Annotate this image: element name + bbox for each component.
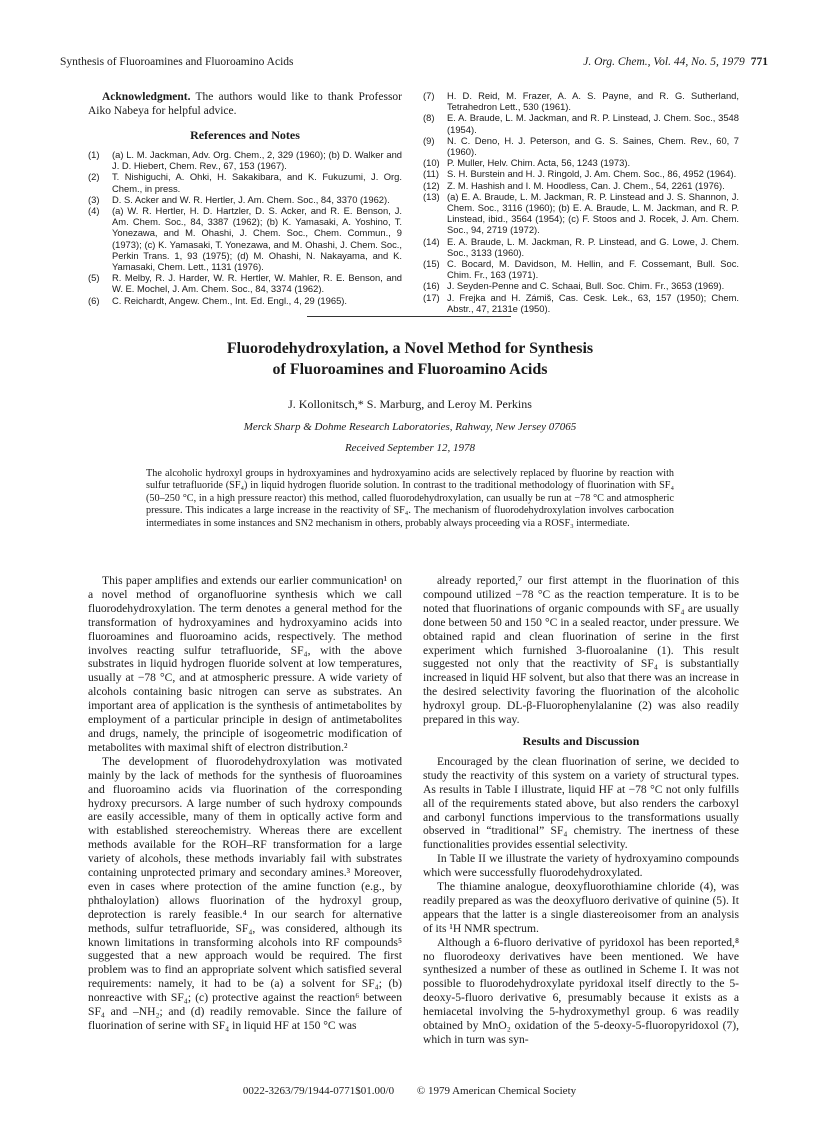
reference-number: (6) bbox=[88, 294, 100, 306]
reference-item bbox=[88, 149, 402, 171]
reference-text: N. C. Deno, H. J. Peterson, and G. S. Saines, Chem. Rev., 60, 7 (1960). bbox=[447, 134, 739, 158]
abstract: The alcoholic hydroxyl groups in hydroxyamines and hydroxyamino acids are selectively replaced by fluorine by reaction with sulfur tetrafluoride (SF₄) in liquid hydrogen fluoride solution. In contrast to the traditional methodology of fluorination with SF₄ (50–250 °C, in a high pressure reactor) this method, called fluorodehydroxylation, can usually be run at −78 °C and atmospheric pressure. This indicates a large increase in the reactivity of SF₄. The mechanism of fluorodehydroxylation involves carbocation intermediates in some instances and SN2 mechanism in others, probably always proceeding via a ROSF₃ intermediate. bbox=[146, 468, 674, 529]
body-paragraph: already reported,⁷ our first attempt in the fluorination of this compound utilized −78 °C as the reaction temperature. It is to be noted that fluorinations of organic compounds with SF₄ are usually done between 50 and 150 °C in a sealed reactor, under pressure. We obtained rapid and clean fluorination of serine in the first experiment which furnished 3-fluoroalanine (1). This result suggested not only that the reactivity of SF₄ is substantially increased in liquid HF solvent, but also that there was an increase in the desired selectivity favoring the fluorination of the alcoholic hydroxyl group. DL-β-Fluorophenylalanine (2) was also readily prepared in this way. bbox=[423, 574, 739, 727]
reference-item bbox=[423, 180, 739, 191]
reference-text: S. H. Burstein and H. J. Ringold, J. Am. Chem. Soc., 86, 4952 (1964). bbox=[447, 168, 737, 180]
body-right-top bbox=[423, 574, 739, 727]
reference-text: P. Muller, Helv. Chim. Acta, 56, 1243 (1973). bbox=[447, 157, 631, 169]
reference-text: C. Reichardt, Angew. Chem., Int. Ed. Engl., 4, 29 (1965). bbox=[112, 294, 348, 306]
reference-number: (17) bbox=[423, 291, 440, 303]
body-left-column bbox=[88, 574, 402, 1033]
reference-item bbox=[423, 135, 739, 157]
reference-text: H. D. Reid, M. Frazer, A. A. S. Payne, and R. G. Sutherland, Tetrahedron Lett., 530 (1961). bbox=[447, 90, 739, 113]
reference-number: (1) bbox=[88, 149, 100, 160]
body-paragraph: In Table II we illustrate the variety of hydroxyamino compounds which were successfully fluorodehydroxylated. bbox=[423, 852, 739, 880]
body-paragraph: The thiamine analogue, deoxyfluorothiamine chloride (4), was readily prepared as was the deoxyfluoro derivative of quinine (5). It appears that the latter is a single diastereoisomer from an analysis of its ¹H NMR spectrum. bbox=[423, 880, 739, 935]
acknowledgment-text: The authors would like to thank Professor Aiko Nabeya for helpful advice. bbox=[88, 91, 402, 117]
reference-number: (10) bbox=[423, 157, 440, 169]
reference-text: J. Seyden-Penne and C. Schaai, Bull. Soc. Chim. Fr., 3653 (1969). bbox=[447, 280, 725, 292]
reference-item bbox=[423, 157, 739, 168]
reference-text: C. Bocard, M. Davidson, M. Hellin, and F. Cossemant, Bull. Soc. Chim. Fr., 163 (1971). bbox=[447, 258, 739, 281]
footer-code: 0022-3263/79/1944-0771$01.00/0 bbox=[242, 1085, 395, 1097]
article-affiliation: Merck Sharp & Dohme Research Laboratories, Rahway, New Jersey 07065 bbox=[243, 421, 577, 433]
reference-item bbox=[423, 292, 739, 314]
footer-copyright: © 1979 American Chemical Society bbox=[416, 1085, 577, 1097]
reference-item bbox=[423, 191, 739, 236]
reference-number: (5) bbox=[88, 272, 100, 284]
body-paragraph: This paper amplifies and extends our earlier communication¹ on a novel method of organofluorine synthesis which we call fluorodehydroxylation. The term denotes a general method for the transformation of hydroxyamines and hydroxyamino acids into fluoroamines and fluoroamino acids, respectively. The method involves reacting sulfur tetrafluoride, SF₄, with the above substrates in liquid hydrogen fluoride solvent at low temperatures, usually at −78 °C, and at atmospheric pressure. A wide variety of alcohols containing basic nitrogen can serve as substrates. An important area of application is the synthesis of antimetabolites by employment of a particular principle in design of antimetabolites and drugs, namely, the principle of isogeometric modification of metabolites with maximal shift of electron distribution.² bbox=[88, 574, 402, 754]
reference-item bbox=[88, 171, 402, 193]
reference-text: Z. M. Hashish and I. M. Hoodless, Can. J. Chem., 54, 2261 (1976). bbox=[447, 179, 725, 191]
reference-text: (a) E. A. Braude, L. M. Jackman, R. P. Linstead and J. S. Shannon, J. Chem. Soc., 3116 (1960); (b) E. A. Braude, L. M. Jackman, and R. P. Linstead, ibid., 3564 (1954); (c) F. Stoos and J. Rocek, J. Am. Chem. Soc., 94, 2719 (1972). bbox=[447, 190, 739, 236]
references-list-right bbox=[423, 90, 739, 314]
body-right-column bbox=[423, 574, 739, 1047]
reference-number: (3) bbox=[88, 193, 100, 205]
reference-text: E. A. Braude, L. M. Jackman, and R. P. Linstead, J. Chem. Soc., 3548 (1954). bbox=[447, 112, 739, 135]
running-header-journal bbox=[583, 56, 768, 68]
reference-number: (14) bbox=[423, 235, 440, 247]
top-left-column bbox=[88, 90, 402, 306]
reference-number: (9) bbox=[423, 134, 435, 146]
title-line-2: of Fluoroamines and Fluoroamino Acids bbox=[272, 361, 548, 378]
reference-item bbox=[423, 280, 739, 291]
reference-item bbox=[423, 258, 739, 280]
body-paragraph: Although a 6-fluoro derivative of pyridoxol has been reported,⁸ no fluorodeoxy derivatives have been mentioned. We have synthesized a number of these as outlined in Scheme I. It was not possible to fluorodehydroxylate pyridoxal itself directly to the 5-deoxy-5-fluoro derivative 6, presumably because it exists as a hemiacetal involving the 5-hydroxymethyl group. 6 was readily obtained by MnO₂ oxidation of the 5-deoxy-5-fluoropyridoxol (7), which in turn was syn- bbox=[423, 935, 739, 1046]
body-paragraph: Encouraged by the clean fluorination of serine, we decided to study the reactivity of this system on a variety of structural types. As results in Table I illustrate, liquid HF at −78 °C not only fulfills all of the requirements stated above, but also renders the carboxyl and carbonyl functions impervious to the transformations usually observed in “traditional” SF₄ chemistry. The inertness of these functionalities provides essential selectivity. bbox=[423, 754, 739, 852]
reference-text: (a) W. R. Hertler, H. D. Hartzler, D. S. Acker, and R. E. Benson, J. Am. Chem. Soc., 84, 3387 (1962); (b) K. Yamasaki, A. Yoshino, T. Yonezawa, and M. Ohashi, J. Chem. Soc., Chem. Commun., 9 (1973); (c) K. Yamasaki, T. Yonezawa, and M. Ohashi, J. Chem. Soc., Perkin Trans. 1, 93 (1975); (d) M. Ohashi, N. Nakayama, and K. Yamasaki, Chem. Lett., 1131 (1976). bbox=[112, 205, 402, 273]
references-heading: References and Notes bbox=[190, 128, 300, 142]
reference-text: (a) L. M. Jackman, Adv. Org. Chem., 2, 329 (1960); (b) D. Walker and J. D. Hiebert, Chem. Rev., 67, 153 (1967). bbox=[112, 149, 402, 172]
acknowledgment-label: Acknowledgment. bbox=[102, 91, 191, 103]
body-right-bottom bbox=[423, 755, 739, 1047]
acknowledgment bbox=[88, 90, 402, 118]
reference-item bbox=[423, 90, 739, 112]
reference-number: (7) bbox=[423, 90, 435, 101]
section-divider bbox=[307, 316, 511, 317]
received-date: Received September 12, 1978 bbox=[344, 442, 476, 454]
reference-item bbox=[423, 236, 739, 258]
reference-number: (4) bbox=[88, 205, 100, 217]
reference-number: (15) bbox=[423, 258, 440, 270]
running-header-title: Synthesis of Fluoroamines and Fluoroamino Acids bbox=[60, 56, 294, 68]
reference-item bbox=[423, 112, 739, 134]
page-footer bbox=[0, 1085, 819, 1097]
reference-number: (16) bbox=[423, 280, 440, 292]
top-right-column bbox=[423, 90, 739, 314]
reference-text: E. A. Braude, L. M. Jackman, R. P. Linstead, and G. Lowe, J. Chem. Soc., 3133 (1960). bbox=[447, 235, 739, 258]
references-list-left bbox=[88, 149, 402, 306]
article-title bbox=[90, 338, 730, 380]
reference-text: T. Nishiguchi, A. Ohki, H. Sakakibara, and K. Fukuzumi, J. Org. Chem., in press. bbox=[112, 171, 402, 194]
reference-item bbox=[423, 168, 739, 179]
reference-number: (8) bbox=[423, 112, 435, 124]
reference-text: D. S. Acker and W. R. Hertler, J. Am. Chem. Soc., 84, 3370 (1962). bbox=[112, 193, 390, 205]
body-paragraph: The development of fluorodehydroxylation was motivated mainly by the lack of methods for the synthesis of fluoroamines and fluoroamino acids via fluorination of the corresponding hydroxy precursors. A large number of such hydroxy compounds are easily accessible, many of them in optically active form and with established stereochemistry. Whereas there are excellent methods available for the ROH–RF transformation for a large variety of alcohols, these methods invariably fail with substrates containing unprotected primary and secondary amines.³ Moreover, even in cases where protection of the amine function (e.g., by phthaloylation) allows fluorination of the hydroxyl group, deprotection is rarely feasible.⁴ In our search for alternative methods, sulfur tetrafluoride, SF₄, was considered, although its known limitations in transforming alcohols into RF compounds⁵ suggested that a new approach would be required. The first problem was to find an appropriate solvent which satisfied several requirements: namely, it had to be (a) a solvent for SF₄; (b) nonreactive with SF₄; (c) protective against the reaction⁶ between SF₄ and –NH₂; and (d) readily removable. Since the failure of fluorination of serine with SF₄ in liquid HF at 150 °C was bbox=[88, 754, 402, 1032]
reference-number: (13) bbox=[423, 190, 440, 202]
reference-item bbox=[88, 272, 402, 294]
reference-number: (2) bbox=[88, 171, 100, 183]
page-number: 771 bbox=[750, 56, 768, 68]
reference-number: (12) bbox=[423, 179, 440, 191]
reference-text: R. Melby, R. J. Harder, W. R. Hertler, W. Mahler, R. E. Benson, and W. E. Mochel, J. Am. Chem. Soc., 84, 3374 (1962). bbox=[112, 272, 402, 295]
title-line-1: Fluorodehydroxylation, a Novel Method for Synthesis bbox=[226, 340, 594, 357]
article-authors: J. Kollonitsch,* S. Marburg, and Leroy M. Perkins bbox=[288, 397, 532, 411]
reference-text: J. Frejka and H. Zámiš, Cas. Cesk. Lek., 63, 157 (1950); Chem. Abstr., 47, 2131e (1950). bbox=[447, 291, 739, 314]
reference-number: (11) bbox=[423, 168, 439, 180]
journal-citation: J. Org. Chem., Vol. 44, No. 5, 1979 bbox=[583, 56, 745, 68]
reference-item bbox=[88, 205, 402, 272]
results-heading: Results and Discussion bbox=[522, 733, 640, 748]
reference-item bbox=[88, 295, 402, 306]
reference-item bbox=[88, 194, 402, 205]
